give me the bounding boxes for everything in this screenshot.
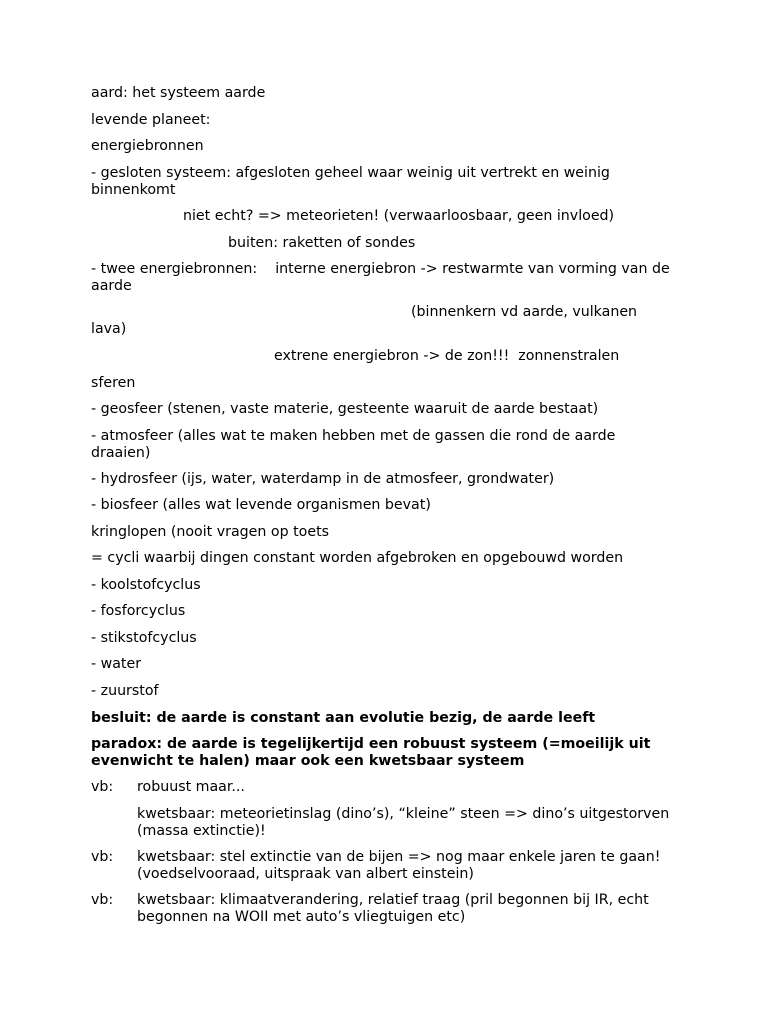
heading-aard: aard: het systeem aarde (91, 85, 266, 101)
text-buiten: buiten: raketten of sondes (228, 235, 416, 251)
text-besluit: besluit: de aarde is constant aan evolutie bezig, de aarde leeft (91, 710, 596, 726)
example-text: kwetsbaar: klimaatverandering, relatief traag (pril begonnen bij IR, echt begonnen na WOII met auto’s vliegtuigen etc) (137, 892, 649, 925)
text-lava: lava) (91, 321, 127, 337)
list-item-fosforcyclus: - fosforcyclus (91, 603, 186, 619)
text-sferen: sferen (91, 375, 136, 391)
text-niet-echt: niet echt? => meteorieten! (verwaarloosbaar, geen invloed) (183, 208, 615, 224)
text-geosfeer: - geosfeer (stenen, vaste materie, gesteente waaruit de aarde bestaat) (91, 401, 599, 417)
text-hydrosfeer: - hydrosfeer (ijs, water, waterdamp in de atmosfeer, grondwater) (91, 471, 555, 487)
example-text: kwetsbaar: stel extinctie van de bijen => nog maar enkele jaren te gaan! (voedselvooraad, uitspraak van albert einstein) (137, 849, 661, 882)
example-text: kwetsbaar: meteorietinslag (dino’s), “kleine” steen => dino’s uitgestorven (massa extinctie)! (137, 806, 670, 839)
text-biosfeer: - biosfeer (alles wat levende organismen bevat) (91, 497, 431, 513)
text-cycli: = cycli waarbij dingen constant worden afgebroken en opgebouwd worden (91, 550, 624, 566)
list-item-koolstofcyclus: - koolstofcyclus (91, 577, 201, 593)
text-kringlopen: kringlopen (nooit vragen op toets (91, 524, 330, 540)
text-extrene-energiebron: extrene energiebron -> de zon!!! zonnenstralen (274, 348, 620, 364)
text-levende-planeet: levende planeet: (91, 112, 211, 128)
list-item-stikstofcyclus: - stikstofcyclus (91, 630, 197, 646)
example-label: vb: (91, 779, 114, 795)
text-atmosfeer: - atmosfeer (alles wat te maken hebben met de gassen die rond de aarde draaien) (91, 428, 616, 461)
text-twee-energiebronnen: - twee energiebronnen: interne energiebron -> restwarmte van vorming van de aarde (91, 261, 675, 294)
example-label: vb: (91, 892, 114, 908)
text-paradox: paradox: de aarde is tegelijkertijd een robuust systeem (=moeilijk uit evenwicht te halen) maar ook een kwetsbaar systeem (91, 736, 651, 769)
text-binnenkern: (binnenkern vd aarde, vulkanen (411, 304, 638, 320)
example-label: vb: (91, 849, 114, 865)
example-text: robuust maar... (137, 779, 245, 795)
text-gesloten-systeem: - gesloten systeem: afgesloten geheel waar weinig uit vertrekt en weinig binnenkomt (91, 165, 610, 198)
list-item-water: - water (91, 656, 142, 672)
text-energiebronnen: energiebronnen (91, 138, 204, 154)
list-item-zuurstof: - zuurstof (91, 683, 159, 699)
